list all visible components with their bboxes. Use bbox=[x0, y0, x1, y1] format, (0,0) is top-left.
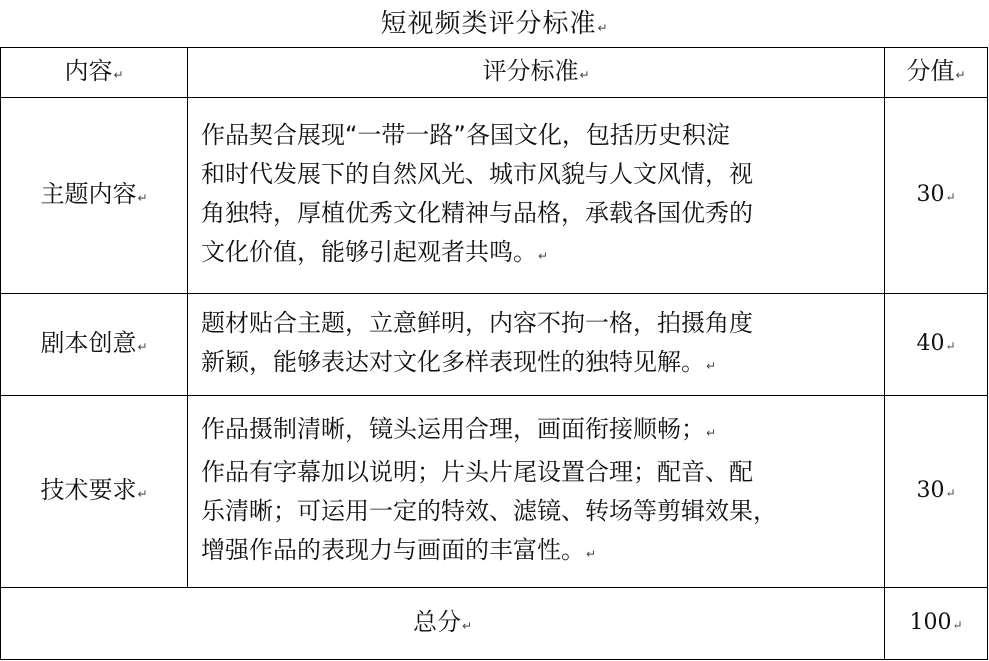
header-content bbox=[1, 48, 188, 98]
criteria-line-text: 作品摄制清晰，镜头运用合理，画面衔接顺畅； bbox=[201, 414, 705, 443]
paragraph-mark-icon: ↵ bbox=[113, 67, 124, 82]
criteria-text-cell bbox=[188, 98, 885, 294]
criteria-line: 作品有字幕加以说明；片头片尾设置合理；配音、配 bbox=[201, 457, 753, 486]
paragraph-mark-icon: ↵ bbox=[137, 190, 148, 205]
score-cell bbox=[885, 98, 988, 294]
criteria-line: 和时代发展下的自然风光、城市风貌与人文风情，视 bbox=[201, 159, 753, 188]
row-label-cell bbox=[1, 294, 188, 396]
paragraph-mark-icon: ↵ bbox=[706, 425, 717, 440]
row-label: 技术要求 bbox=[40, 475, 137, 504]
criteria-line-text: 增强作品的表现力与画面的丰富性。 bbox=[201, 535, 585, 564]
total-label-cell bbox=[1, 588, 885, 660]
criteria-text-cell bbox=[188, 396, 885, 588]
criteria-line: 题材贴合主题，立意鲜明，内容不拘一格，拍摄角度 bbox=[201, 308, 753, 337]
row-label-cell bbox=[1, 396, 188, 588]
criteria-line-last bbox=[201, 233, 874, 276]
paragraph-mark-icon: ↵ bbox=[706, 358, 717, 373]
criteria-line: 角独特，厚植优秀文化精神与品格，承载各国优秀的 bbox=[201, 198, 753, 227]
header-criteria bbox=[188, 48, 885, 98]
paragraph-mark-icon: ↵ bbox=[461, 618, 473, 633]
page-title-text: 短视频类评分标准 bbox=[380, 9, 597, 39]
criteria-line-text: 文化价值，能够引起观者共鸣。 bbox=[201, 237, 537, 266]
table-row bbox=[1, 294, 988, 396]
total-score-cell bbox=[885, 588, 988, 660]
header-score bbox=[885, 48, 988, 98]
row-label-cell bbox=[1, 98, 188, 294]
paragraph-mark-icon: ↵ bbox=[955, 67, 966, 82]
row-label: 剧本创意 bbox=[40, 328, 137, 357]
paragraph-mark-icon: ↵ bbox=[945, 485, 956, 500]
paragraph-mark-icon: ↵ bbox=[597, 21, 609, 35]
score-value: 30 bbox=[916, 477, 945, 503]
total-label: 总分 bbox=[412, 607, 461, 636]
paragraph-mark-icon: ↵ bbox=[945, 338, 956, 353]
paragraph-mark-icon: ↵ bbox=[952, 617, 963, 632]
row-label: 主题内容 bbox=[40, 179, 137, 208]
score-cell bbox=[885, 396, 988, 588]
score-cell bbox=[885, 294, 988, 396]
paragraph-mark-icon: ↵ bbox=[538, 248, 549, 263]
criteria-text-cell bbox=[188, 294, 885, 396]
paragraph-mark-icon: ↵ bbox=[579, 67, 590, 82]
criteria-line: 作品契合展现“一带一路”各国文化，包括历史积淀 bbox=[201, 120, 730, 149]
header-score-label: 分值 bbox=[906, 56, 955, 85]
score-value: 40 bbox=[916, 330, 945, 356]
table-header-row bbox=[1, 48, 988, 98]
header-content-label: 内容 bbox=[64, 56, 113, 85]
criteria-line-last bbox=[201, 531, 874, 574]
table-row bbox=[1, 396, 988, 588]
scoring-table bbox=[0, 47, 988, 660]
page-title bbox=[0, 6, 989, 46]
table-row bbox=[1, 98, 988, 294]
paragraph-mark-icon: ↵ bbox=[586, 546, 597, 561]
criteria-line-text: 新颖，能够表达对文化多样表现性的独特见解。 bbox=[201, 347, 705, 376]
header-criteria-label: 评分标准 bbox=[482, 56, 579, 85]
score-value: 30 bbox=[916, 181, 945, 207]
paragraph-mark-icon: ↵ bbox=[945, 189, 956, 204]
criteria-line-last bbox=[201, 410, 874, 453]
criteria-line-last bbox=[201, 343, 874, 386]
total-row bbox=[1, 588, 988, 660]
paragraph-mark-icon: ↵ bbox=[137, 486, 148, 501]
paragraph-mark-icon: ↵ bbox=[137, 339, 148, 354]
criteria-line: 乐清晰；可运用一定的特效、滤镜、转场等剪辑效果， bbox=[201, 496, 777, 525]
total-score: 100 bbox=[909, 609, 952, 635]
